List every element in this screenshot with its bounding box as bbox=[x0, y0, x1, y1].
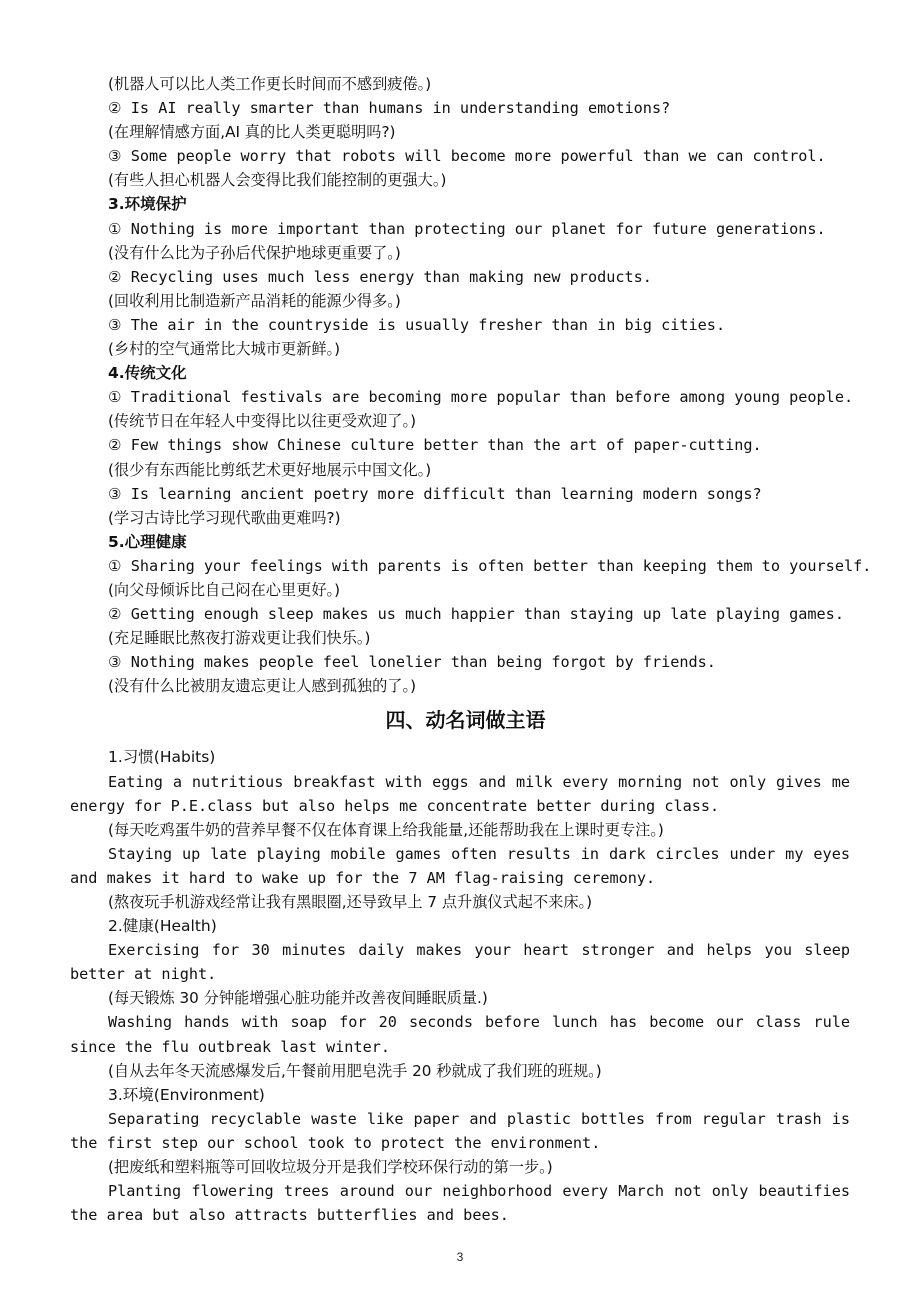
example-paragraph: Staying up late playing mobile games often results in dark circles under my eyes and makes it hard to wake up for the 7 AM flag-raising ceremony. bbox=[70, 844, 850, 887]
translation-line: (充足睡眠比熬夜打游戏更让我们快乐。) bbox=[108, 629, 371, 648]
page-content bbox=[70, 72, 872, 1227]
translation-line: (有些人担心机器人会变得比我们能控制的更强大。) bbox=[108, 171, 447, 190]
example-sentence: ② Is AI really smarter than humans in understanding emotions? bbox=[108, 99, 671, 118]
example-sentence: ② Recycling uses much less energy than making new products. bbox=[108, 267, 652, 286]
translation-line: (很少有东西能比剪纸艺术更好地展示中国文化。) bbox=[108, 460, 432, 479]
translation-line: (把废纸和塑料瓶等可回收垃圾分开是我们学校环保行动的第一步。) bbox=[108, 1158, 553, 1177]
example-paragraph: Separating recyclable waste like paper and plastic bottles from regular trash is the first step our school took to protect the environment. bbox=[70, 1109, 850, 1152]
translation-line: (回收利用比制造新产品消耗的能源少得多。) bbox=[108, 291, 401, 310]
example-sentence: ① Sharing your feelings with parents is often better than keeping them to yourself. bbox=[108, 556, 872, 575]
subsection-heading-habits: 1.习惯(Habits) bbox=[108, 748, 216, 767]
example-sentence: ③ Is learning ancient poetry more difficult than learning modern songs? bbox=[108, 484, 762, 503]
translation-line: (向父母倾诉比自己闷在心里更好。) bbox=[108, 580, 341, 599]
translation-line: (每天锻炼 30 分钟能增强心脏功能并改善夜间睡眠质量.) bbox=[108, 989, 488, 1008]
example-sentence: ③ Some people worry that robots will become more powerful than we can control. bbox=[108, 147, 826, 166]
translation-line: (没有什么比为子孙后代保护地球更重要了。) bbox=[108, 243, 401, 262]
example-sentence: ① Traditional festivals are becoming more popular than before among young people. bbox=[108, 388, 854, 407]
page-number: 3 bbox=[456, 1250, 464, 1264]
example-sentence: ① Nothing is more important than protecting our planet for future generations. bbox=[108, 219, 826, 238]
part-title-gerund-subject: 四、动名词做主语 bbox=[385, 708, 546, 733]
example-sentence: ③ Nothing makes people feel lonelier than being forgot by friends. bbox=[108, 653, 716, 672]
section-heading-traditional-culture: 4.传统文化 bbox=[108, 364, 187, 383]
example-paragraph: Eating a nutritious breakfast with eggs and milk every morning not only gives me energy for P.E.class but also helps me concentrate better during class. bbox=[70, 772, 850, 815]
example-paragraph: Exercising for 30 minutes daily makes your heart stronger and helps you sleep better at night. bbox=[70, 941, 850, 984]
example-paragraph: Planting flowering trees around our neighborhood every March not only beautifies the area but also attracts butterflies and bees. bbox=[70, 1182, 850, 1225]
subsection-heading-health: 2.健康(Health) bbox=[108, 917, 217, 936]
translation-line: (学习古诗比学习现代歌曲更难吗?) bbox=[108, 508, 341, 527]
example-sentence: ② Getting enough sleep makes us much happier than staying up late playing games. bbox=[108, 605, 844, 624]
translation-line: (乡村的空气通常比大城市更新鲜。) bbox=[108, 340, 341, 359]
translation-line: (没有什么比被朋友遗忘更让人感到孤独的了。) bbox=[108, 677, 417, 696]
translation-line: (每天吃鸡蛋牛奶的营养早餐不仅在体育课上给我能量,还能帮助我在上课时更专注。) bbox=[108, 820, 664, 839]
section-heading-mental-health: 5.心理健康 bbox=[108, 532, 187, 551]
translation-line: (在理解情感方面,AI 真的比人类更聪明吗?) bbox=[108, 123, 396, 142]
section-heading-environment-protection: 3.环境保护 bbox=[108, 195, 187, 214]
translation-line: (传统节日在年轻人中变得比以往更受欢迎了。) bbox=[108, 412, 417, 431]
translation-line: (机器人可以比人类工作更长时间而不感到疲倦。) bbox=[108, 75, 432, 93]
translation-line: (熬夜玩手机游戏经常让我有黑眼圈,还导致早上 7 点升旗仪式起不来床。) bbox=[108, 893, 593, 911]
translation-line: (自从去年冬天流感爆发后,午餐前用肥皂洗手 20 秒就成了我们班的班规。) bbox=[108, 1061, 602, 1080]
example-sentence: ③ The air in the countryside is usually fresher than in big cities. bbox=[108, 315, 726, 334]
subsection-heading-environment: 3.环境(Environment) bbox=[108, 1085, 265, 1104]
example-paragraph: Washing hands with soap for 20 seconds before lunch has become our class rule since the flu outbreak last winter. bbox=[70, 1013, 850, 1056]
example-sentence: ② Few things show Chinese culture better than the art of paper-cutting. bbox=[108, 436, 762, 455]
